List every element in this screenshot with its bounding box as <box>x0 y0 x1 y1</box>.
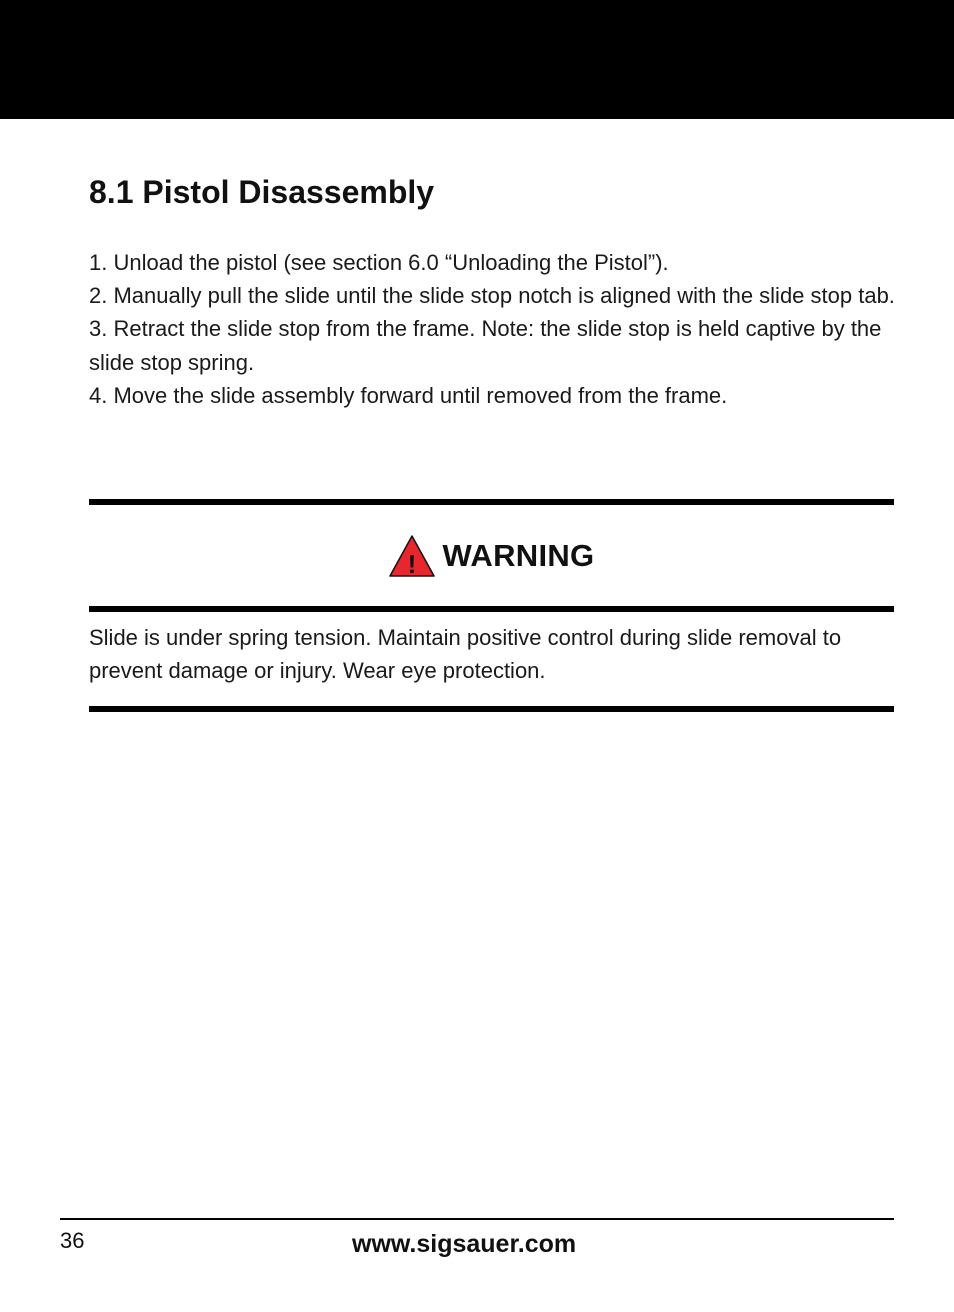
step-item: 4. Move the slide assembly forward until removed from the frame. <box>89 382 728 408</box>
step-item: 3. Retract the slide stop from the frame. Note: the slide stop is held captive by the slide stop spring. <box>89 316 882 375</box>
section-title: 8.1 Pistol Disassembly <box>89 174 435 210</box>
step-item: 1. Unload the pistol (see section 6.0 “Unloading the Pistol”). <box>89 250 669 275</box>
warning-label: WARNING <box>442 538 595 573</box>
warning-text: Slide is under spring tension. Maintain positive control during slide removal to prevent damage or injury. Wear eye protection. <box>89 625 842 683</box>
page-number: 36 <box>60 1228 85 1253</box>
step-item: 2. Manually pull the slide until the slide stop notch is aligned with the slide stop tab. <box>89 283 895 309</box>
warning-heading <box>89 533 894 579</box>
footer-url: www.sigsauer.com <box>352 1230 577 1258</box>
warning-bottom-rule <box>89 706 894 712</box>
footer-rule <box>60 1218 894 1220</box>
warning-top-rule <box>89 499 894 505</box>
disassembly-steps <box>89 246 897 412</box>
warning-triangle-icon <box>389 535 435 577</box>
header-band <box>0 0 954 119</box>
warning-exclamation: ! <box>407 549 416 577</box>
warning-middle-rule <box>89 606 894 612</box>
